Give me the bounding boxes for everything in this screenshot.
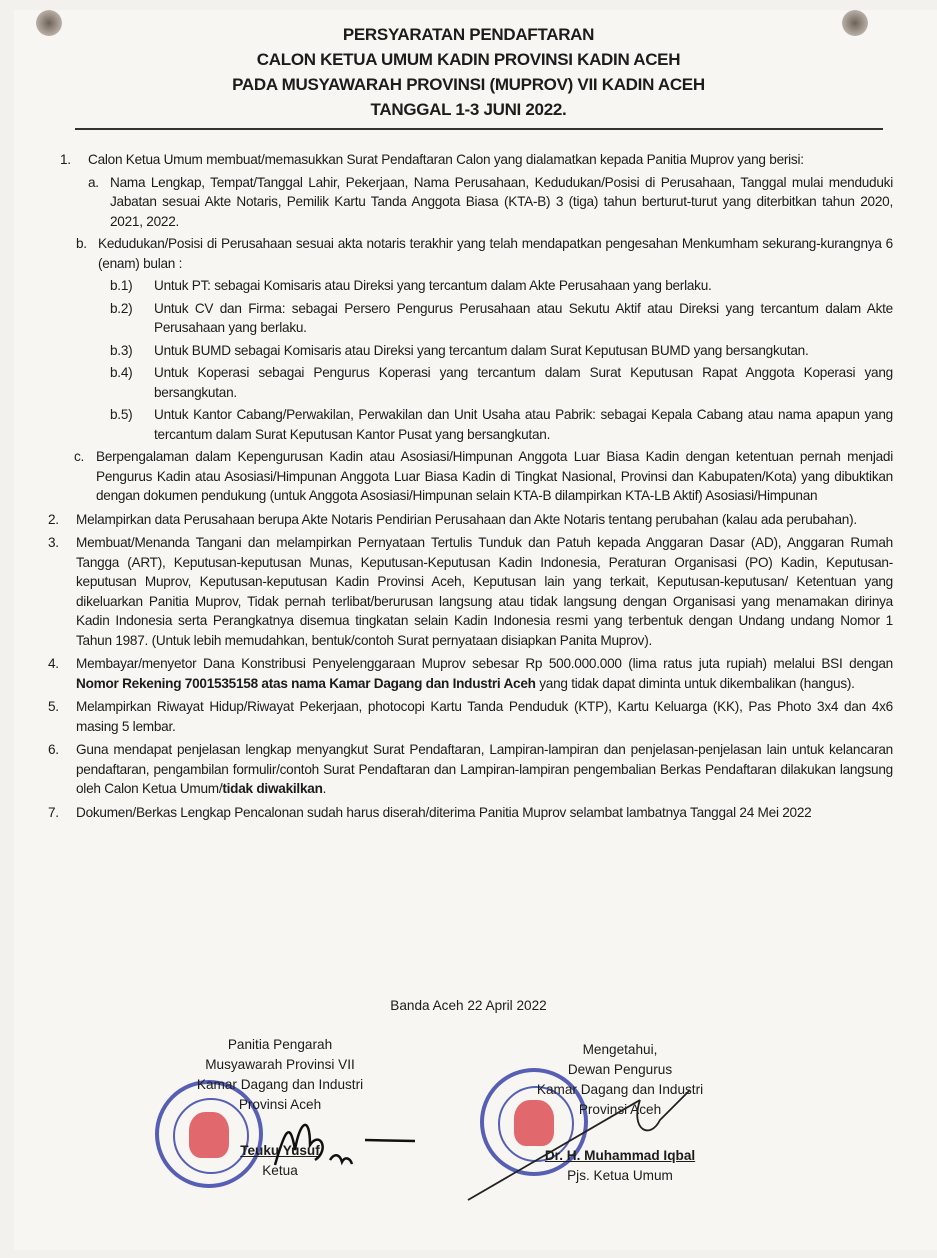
sub-label: b.1)	[110, 278, 133, 293]
text-span: .	[322, 781, 327, 796]
bold-text: tidak diwakilkan	[222, 781, 323, 796]
account-number-text: Nomor Rekening 7001535158 atas nama Kamar Dagang dan Industri Aceh	[76, 675, 536, 691]
signer-role: Ketua	[262, 1163, 298, 1178]
signer-role: Pjs. Ketua Umum	[567, 1168, 673, 1183]
sub-label: b.2)	[110, 300, 133, 316]
item-text: Calon Ketua Umum membuat/memasukkan Surat Pendaftaran Calon yang dialamatkan kepada Panitia Muprov yang berisi:	[88, 152, 804, 167]
sub-label: b.3)	[110, 342, 133, 358]
title-line: TANGGAL 1-3 JUNI 2022.	[370, 100, 567, 119]
title-line: PERSYARATAN PENDAFTARAN	[342, 25, 595, 44]
item-number: 4.	[48, 656, 59, 671]
sub-text: Untuk Kantor Cabang/Perwakilan, Perwakilan dan Unit Usaha atau Pabrik: sebagai Kepala Cabang atau nama apapun yang tercantum dalam Surat Keputusan Kantor Pusat yang bersangkutan.	[154, 407, 893, 442]
signer-name: Teuku Yusuf	[240, 1143, 320, 1158]
signature-left	[275, 1125, 415, 1165]
title-line: PADA MUSYAWARAH PROVINSI (MUPROV) VII KADIN ACEH	[232, 75, 705, 94]
signer-name: Dr. H. Muhammad Iqbal	[544, 1148, 696, 1163]
item-text: Dokumen/Berkas Lengkap Pencalonan sudah harus diserah/diterima Panitia Muprov selambat lambatnya Tanggal 24 Mei 2022	[76, 804, 812, 820]
item-number: 2.	[48, 511, 59, 527]
sub-text: Untuk BUMD sebagai Komisaris atau Direksi yang tercantum dalam Surat Keputusan BUMD yang bersangkutan.	[154, 342, 809, 358]
item-number: 3.	[48, 535, 59, 550]
sub-text: Untuk CV dan Firma: sebagai Persero Pengurus Perusahaan atau Sekutu Aktif atau Direksi yang tercantum dalam Akte Perusahaan yang berlaku.	[154, 300, 893, 335]
item-text: Melampirkan Riwayat Hidup/Riwayat Pekerjaan, photocopi Kartu Tanda Penduduk (KTP), Kartu Keluarga (KK), Pas Photo 3x4 dan 4x6 masing 5 lembar.	[76, 699, 893, 734]
sub-text: Nama Lengkap, Tempat/Tanggal Lahir, Pekerjaan, Nama Perusahaan, Kedudukan/Posisi di Perusahaan, Tanggal mulai menduduki Jabatan sesuai Akte Notaris, Pemilik Kartu Tanda Anggota Biasa (KTA-B) 3 (tiga) tahun berturut-turut yang diterbitkan tahun 2020, 2021, 2022.	[110, 174, 893, 229]
sub-label: a.	[88, 174, 99, 190]
sub-label: b.	[76, 236, 87, 251]
sig-line: Provinsi Aceh	[238, 1097, 322, 1112]
item-text: Melampirkan data Perusahaan berupa Akte Notaris Pendirian Perusahaan dan Akte Notaris tentang perubahan (kalau ada perubahan).	[76, 511, 857, 527]
sig-line: Panitia Pengarah	[227, 1037, 333, 1052]
text-span: Guna mendapat penjelasan lengkap menyangkut Surat Pendaftaran, Lampiran-lampiran dan penjelasan-penjelasan lain untuk kelancaran pendaftaran, pengambilan formulir/contoh Surat Pendaftaran dan Lampiran-lampiran pengembalian Berkas Pendaftaran dilakukan langsung oleh Calon Ketua Umum/	[76, 742, 893, 796]
sub-text: Untuk PT: sebagai Komisaris atau Direksi yang tercantum dalam Akte Perusahaan yang berlaku.	[154, 278, 712, 293]
sub-label: c.	[74, 449, 85, 464]
sub-label: b.4)	[110, 365, 133, 380]
sig-line: Provinsi Aceh	[578, 1102, 662, 1117]
signature-right	[468, 1090, 690, 1200]
sig-line: Musyawarah Provinsi VII	[205, 1057, 355, 1072]
item-number: 1.	[60, 152, 71, 167]
sub-label: b.5)	[110, 407, 133, 422]
sig-line: Mengetahui,	[582, 1042, 658, 1057]
sub-text: Berpengalaman dalam Kepengurusan Kadin atau Asosiasi/Himpunan Anggota Luar Biasa Kadin dengan ketentuan pernah menjadi Pengurus Kadin atau Asosiasi/Himpunan Anggota Luar Biasa Kadin di Tingkat Nasional, Provinsi dan Kabupaten/Kota) yang dibuktikan dengan dokumen pendukung (untuk Anggota Asosiasi/Himpunan selain KTA-B dilampirkan KTA-LB Aktif) Asosiasi/Himpunan	[96, 449, 893, 503]
sig-line: Dewan Pengurus	[567, 1062, 673, 1077]
sig-line: Kamar Dagang dan Industri	[196, 1077, 364, 1092]
sub-text: Kedudukan/Posisi di Perusahaan sesuai akta notaris terakhir yang telah mendapatkan pengesahan Menkumham sekurang-kurangnya 6 (enam) bulan :	[98, 236, 893, 271]
item-number: 7.	[48, 804, 59, 820]
sig-line: Kamar Dagang dan Industri	[536, 1082, 704, 1097]
place-date: Banda Aceh 22 April 2022	[390, 998, 547, 1013]
item-number: 5.	[48, 699, 59, 714]
item-number: 6.	[48, 742, 59, 757]
sub-text: Untuk Koperasi sebagai Pengurus Koperasi yang tercantum dalam Surat Keputusan Rapat Anggota Koperasi yang bersangkutan.	[154, 365, 893, 400]
title-line: CALON KETUA UMUM KADIN PROVINSI KADIN ACEH	[256, 50, 681, 69]
item-text: Membuat/Menanda Tangani dan melampirkan Pernyataan Tertulis Tunduk dan Patuh kepada Anggaran Dasar (AD), Anggaran Rumah Tangga (ART), Keputusan-keputusan Munas, Keputusan-Keputusan Kadin Indonesia, Peraturan Organisasi (PO) Kadin, Keputusan-keputusan Muprov, Keputusan-keputusan Kadin Provinsi Aceh, Keputusan lain yang terkait, Keputusan-keputusan/ Ketentuan yang dikeluarkan Panitia Muprov, Tidak pernah terlibat/berurusan langsung atau tidak langsung dengan Organisasi yang menamakan dirinya Kadin Indonesia serta Perangkatnya disemua tingkatan selain Kadin Indonesia resmi yang terbentuk dengan Undang undang Nomor 1 Tahun 1987. (Untuk lebih memudahkan, bentuk/contoh Surat pernyataan disiapkan Panita Muprov).	[76, 535, 893, 648]
text-span: Membayar/menyetor Dana Konstribusi Penyelenggaraan Muprov sebesar Rp 500.000.000 (lima ratus juta rupiah) melalui BSI dengan	[76, 656, 893, 671]
text-span: yang tidak dapat diminta untuk dikembalikan (hangus).	[535, 675, 855, 691]
